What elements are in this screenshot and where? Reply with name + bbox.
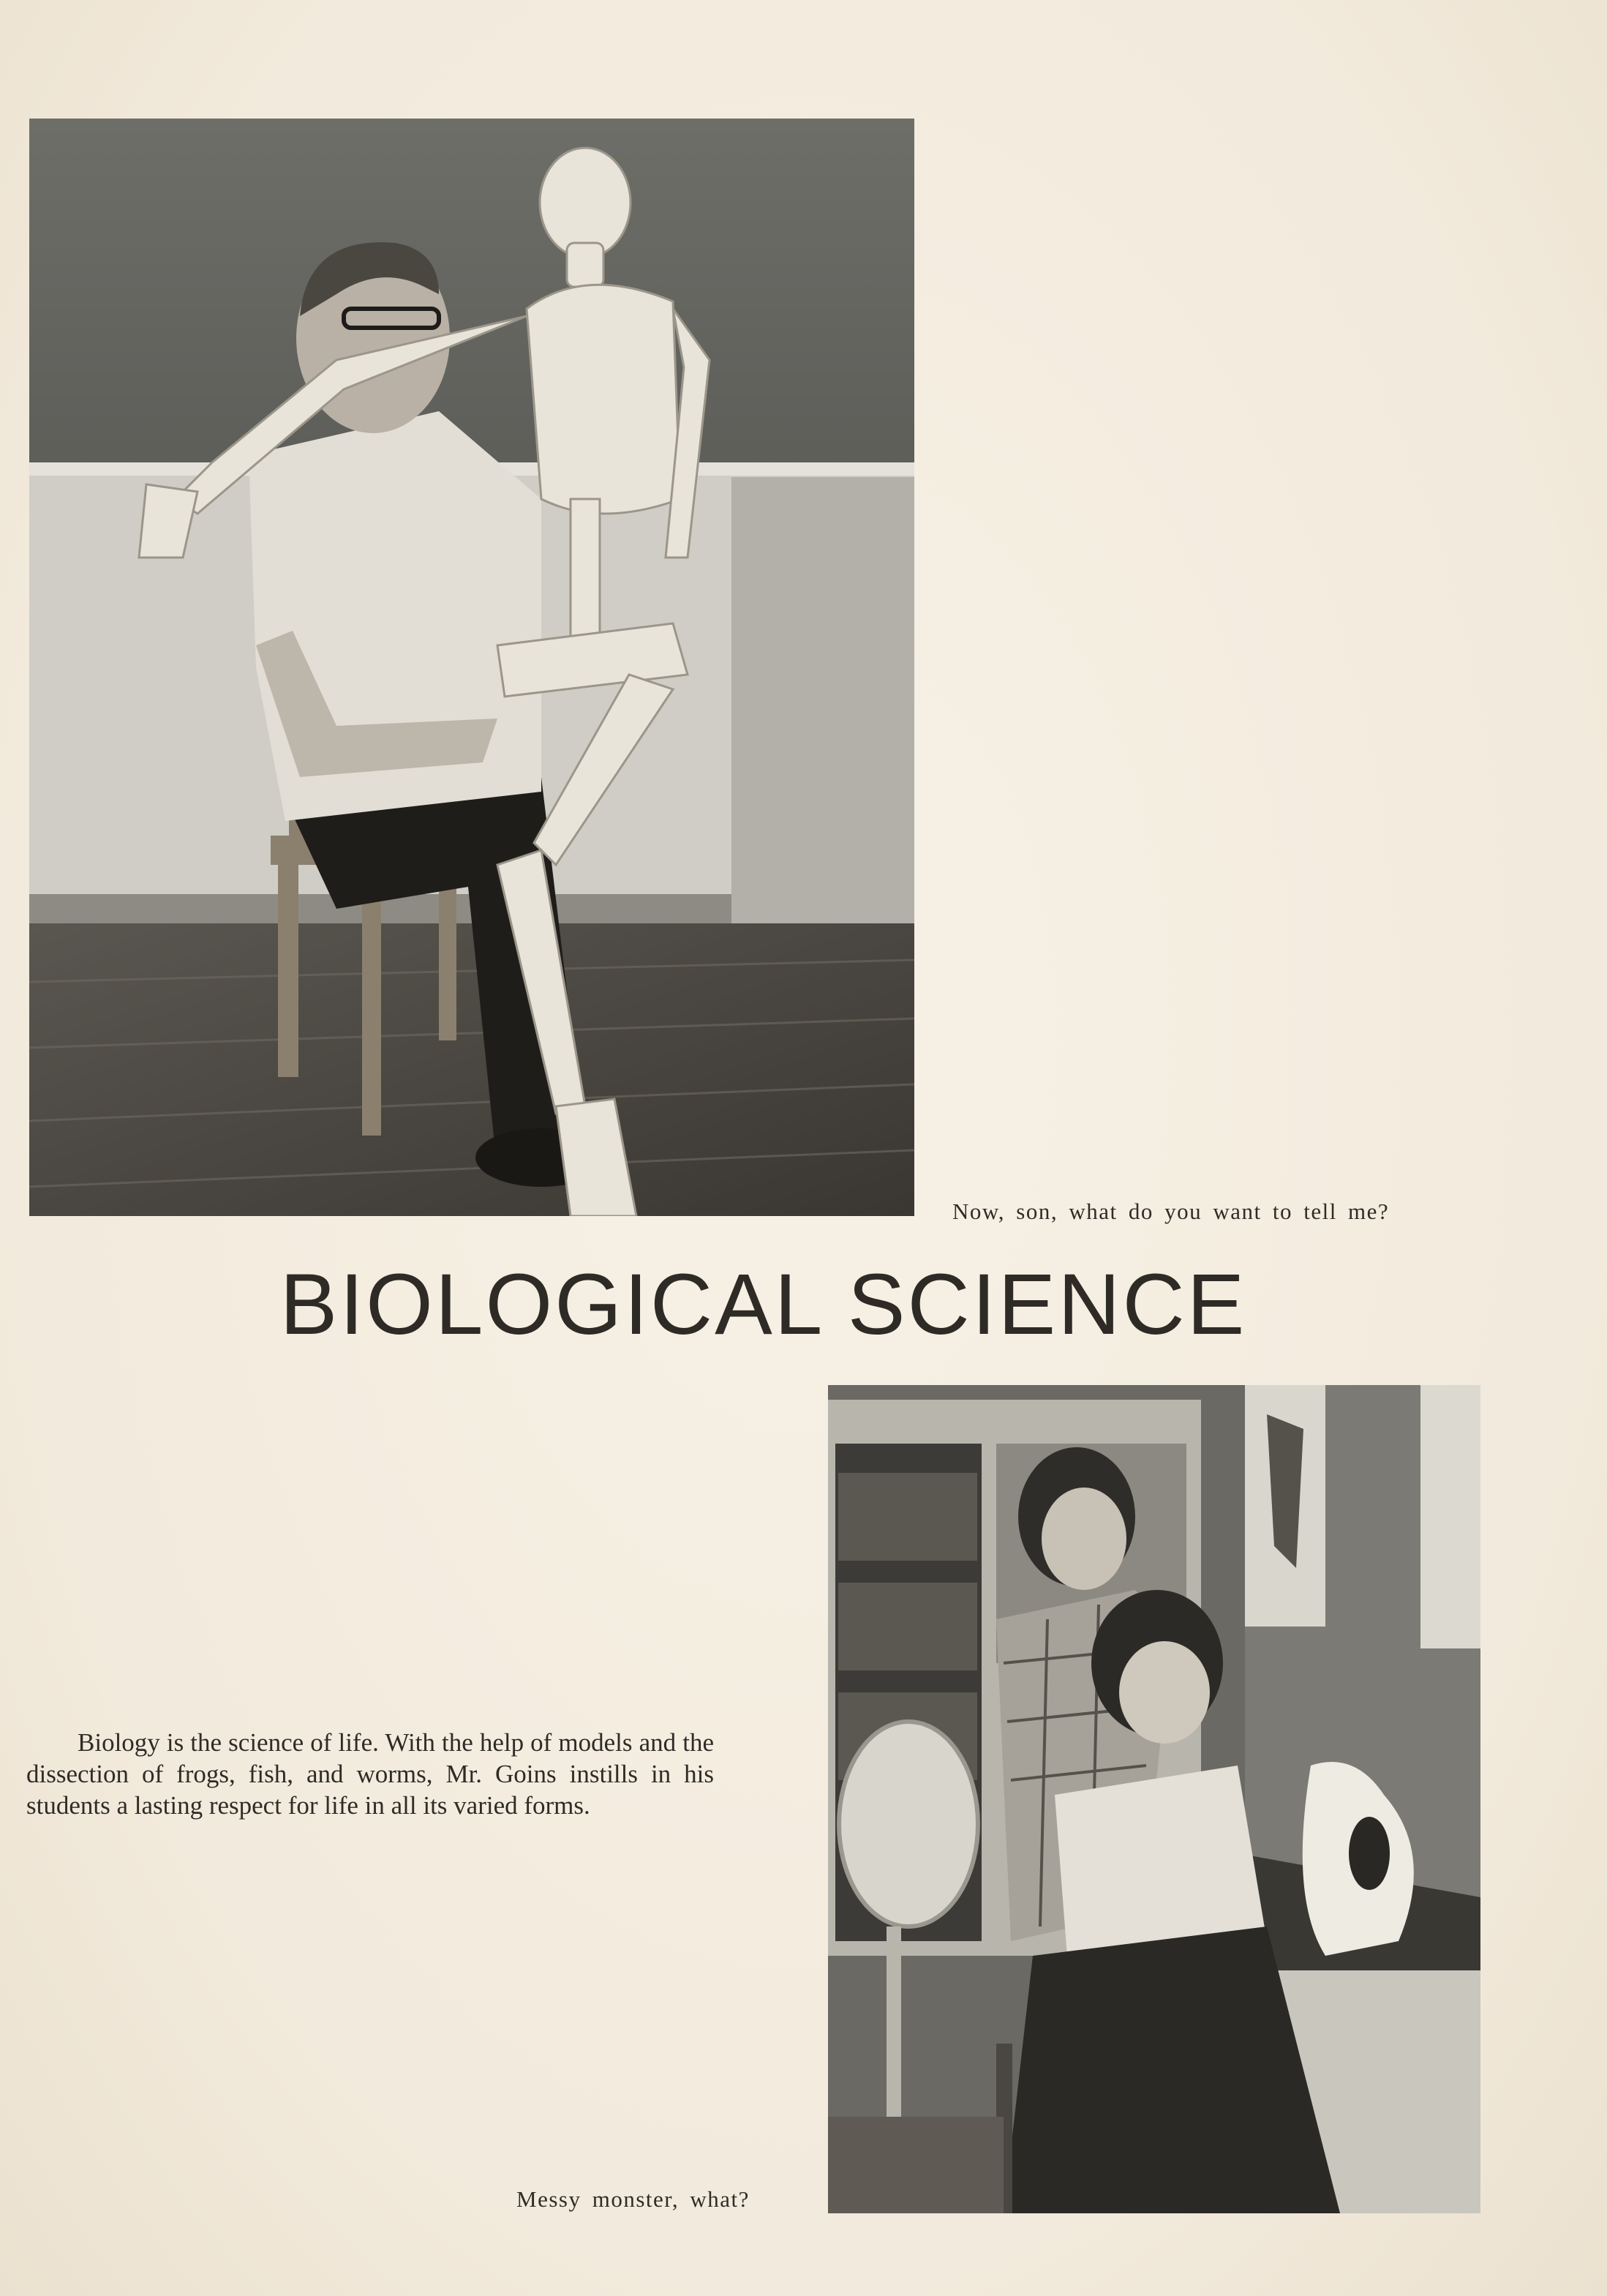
teacher-skeleton-photo (29, 119, 914, 1216)
teacher-skeleton-image (29, 119, 914, 1216)
body-paragraph: Biology is the science of life. With the help of models and the dissection of frogs, fish, and worms, Mr. Goins instills in his students a lasting respect for life in all its varied forms. (26, 1728, 714, 1820)
page-title: BIOLOGICAL SCIENCE (279, 1256, 1247, 1353)
students-model-photo (828, 1385, 1480, 2213)
top-photo-caption: Now, son, what do you want to tell me? (952, 1198, 1390, 1224)
students-model-image (828, 1385, 1480, 2213)
bottom-photo-caption: Messy monster, what? (516, 2186, 750, 2212)
